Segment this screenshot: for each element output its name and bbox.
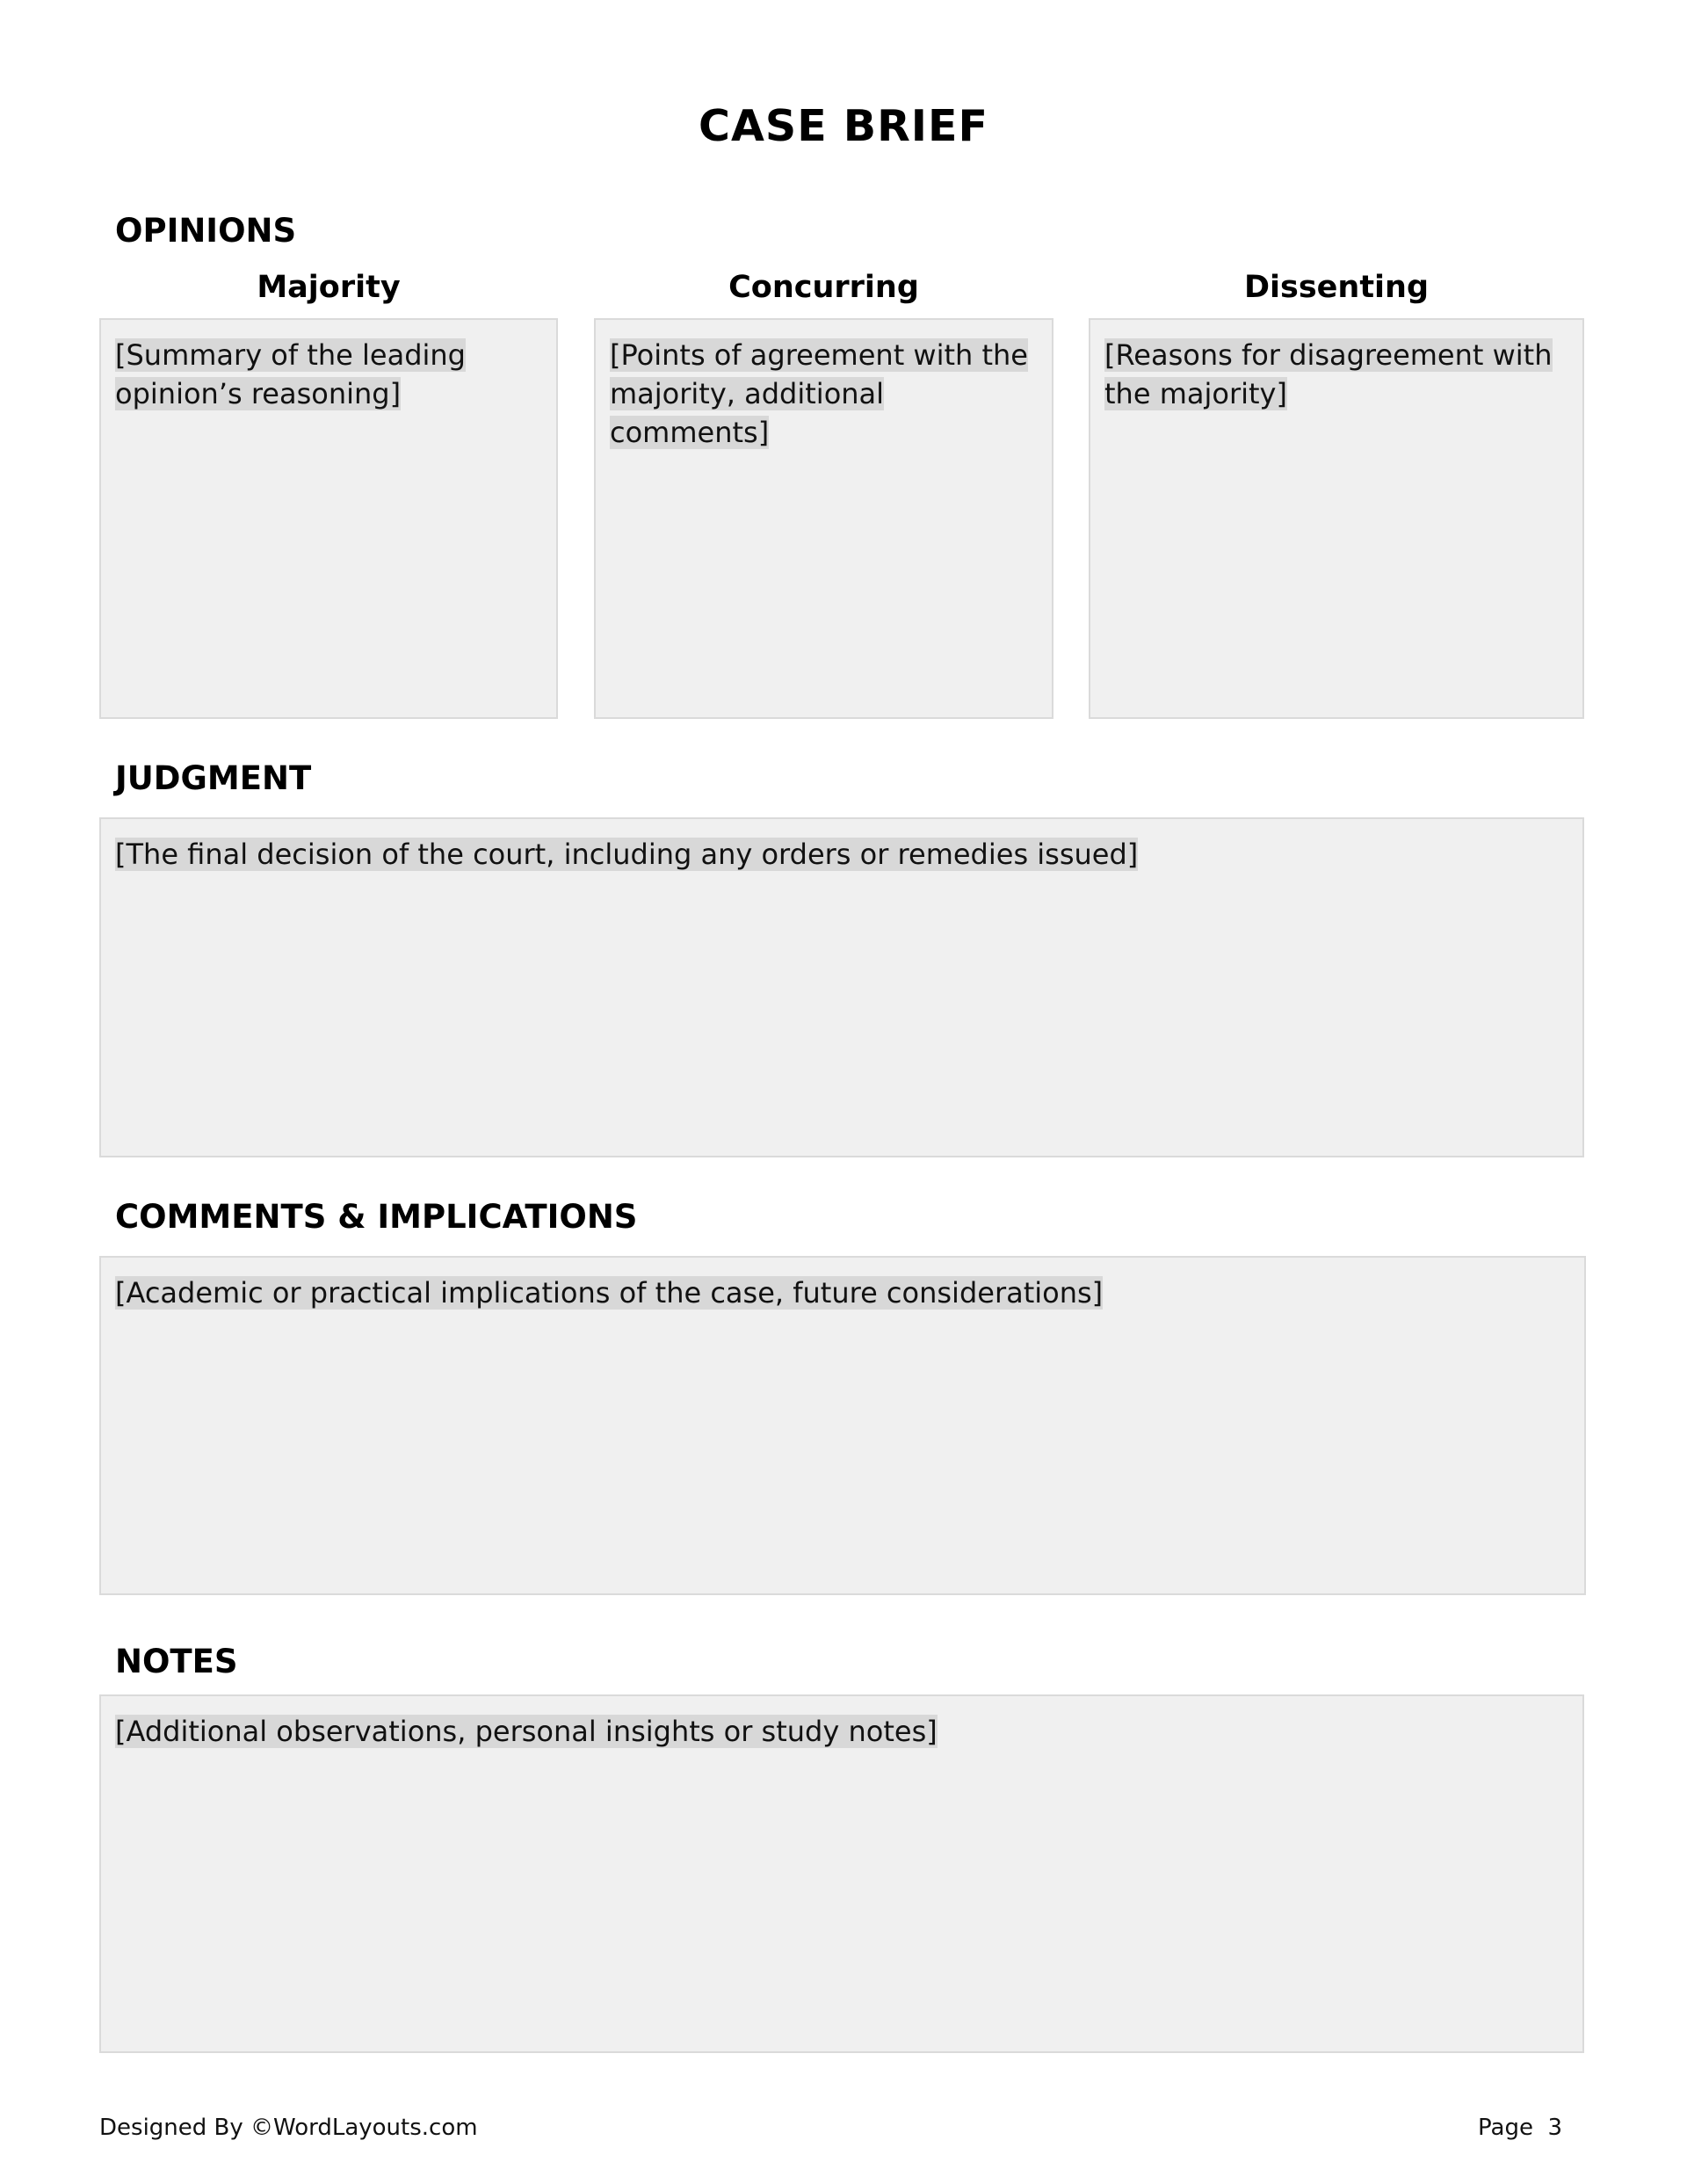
majority-heading: Majority <box>257 270 401 305</box>
majority-placeholder[interactable]: [Summary of the leading opinion’s reasoning] <box>115 338 466 410</box>
notes-heading: NOTES <box>115 1643 238 1680</box>
dissenting-box[interactable] <box>1089 318 1584 719</box>
footer-credit: Designed By ©WordLayouts.com <box>99 2115 478 2141</box>
concurring-placeholder[interactable]: [Points of agreement with the majority, additional comments] <box>610 338 1028 449</box>
comments-heading: COMMENTS & IMPLICATIONS <box>115 1198 638 1236</box>
notes-placeholder[interactable]: [Additional observations, personal insights or study notes] <box>115 1715 938 1748</box>
opinions-heading: OPINIONS <box>115 212 297 250</box>
page-title: CASE BRIEF <box>699 101 988 151</box>
comments-box[interactable] <box>99 1256 1586 1595</box>
concurring-heading: Concurring <box>728 270 919 305</box>
concurring-box[interactable] <box>594 318 1053 719</box>
majority-box[interactable] <box>99 318 558 719</box>
comments-placeholder[interactable]: [Academic or practical implications of the case, future considerations] <box>115 1276 1104 1310</box>
dissenting-placeholder[interactable]: [Reasons for disagreement with the majority] <box>1104 338 1553 410</box>
judgment-box[interactable] <box>99 817 1584 1157</box>
judgment-heading: JUDGMENT <box>115 759 312 797</box>
notes-box[interactable] <box>99 1694 1584 2053</box>
judgment-placeholder[interactable]: [The final decision of the court, including any orders or remedies issued] <box>115 838 1139 871</box>
dissenting-heading: Dissenting <box>1243 270 1430 305</box>
page-number: Page 3 <box>1478 2115 1563 2141</box>
